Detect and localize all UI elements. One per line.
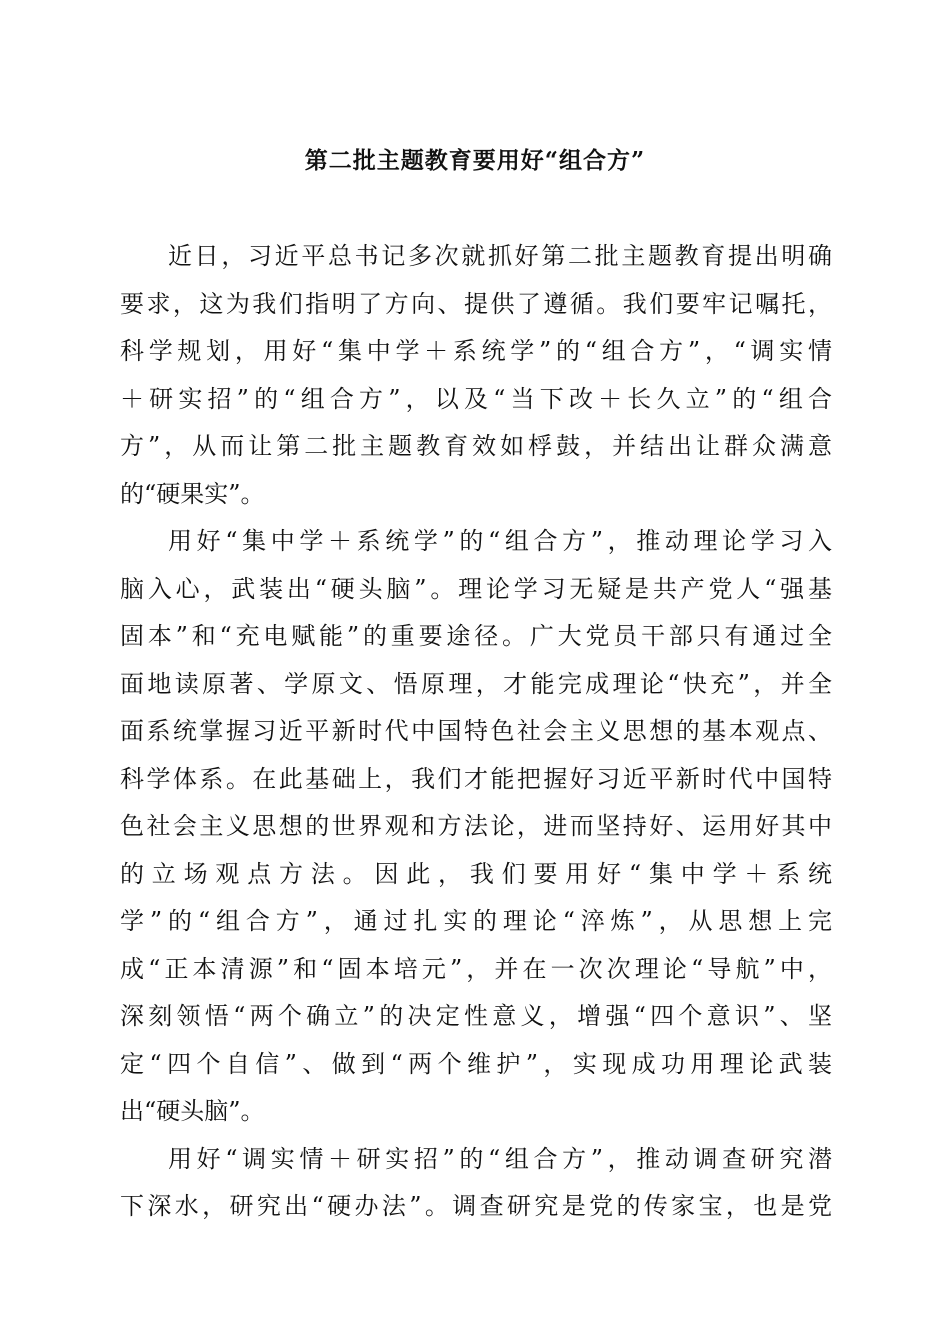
paragraph-2-line-10: 成“正本清源”和“固本培元”，并在一次次理论“导航”中， xyxy=(120,954,832,983)
paragraph-2-line-2: 脑入心，武装出“硬头脑”。理论学习无疑是共产党人“强基 xyxy=(120,574,832,603)
paragraph-2-line-5: 面系统掌握习近平新时代中国特色社会主义思想的基本观点、 xyxy=(120,717,832,745)
paragraph-1-line-6: 的“硬果实”。 xyxy=(120,479,265,508)
paragraph-1-line-5: 方”，从而让第二批主题教育效如桴鼓，并结出让群众满意 xyxy=(120,432,832,460)
paragraph-2-line-11: 深刻领悟“两个确立”的决定性意义，增强“四个意识”、坚 xyxy=(120,1002,832,1030)
paragraph-2-line-9: 学”的“组合方”，通过扎实的理论“淬炼”，从思想上完 xyxy=(120,907,832,935)
paragraph-2-line-7: 色社会主义思想的世界观和方法论，进而坚持好、运用好其中 xyxy=(120,812,832,840)
paragraph-2-line-12: 定“四个自信”、做到“两个维护”，实现成功用理论武装 xyxy=(120,1049,832,1078)
paragraph-2-line-1: 用好“集中学＋系统学”的“组合方”，推动理论学习入 xyxy=(168,527,832,555)
paragraph-2-line-13: 出“硬头脑”。 xyxy=(120,1097,265,1125)
paragraph-1-line-3: 科学规划，用好“集中学＋系统学”的“组合方”，“调实情 xyxy=(120,337,832,365)
paragraph-2-line-4: 面地读原著、学原文、悟原理，才能完成理论“快充”，并全 xyxy=(120,669,832,698)
document-title: 第二批主题教育要用好“组合方” xyxy=(304,147,646,174)
paragraph-2-line-8: 的立场观点方法。因此，我们要用好“集中学＋系统 xyxy=(120,859,832,888)
document-body xyxy=(120,233,832,1231)
paragraph-2-line-6: 科学体系。在此基础上，我们才能把握好习近平新时代中国特 xyxy=(120,764,832,793)
paragraph-2-line-3: 固本”和“充电赋能”的重要途径。广大党员干部只有通过全 xyxy=(120,622,832,650)
paragraph-3-line-2: 下深水，研究出“硬办法”。调查研究是党的传家宝，也是党 xyxy=(120,1192,832,1220)
paragraph-1-line-2: 要求，这为我们指明了方向、提供了遵循。我们要牢记嘱托， xyxy=(120,289,832,318)
paragraph-1-line-4: ＋研实招”的“组合方”，以及“当下改＋长久立”的“组合 xyxy=(120,384,832,413)
paragraph-3-line-1: 用好“调实情＋研实招”的“组合方”，推动调查研究潜 xyxy=(168,1144,832,1173)
paragraph-1-line-1: 近日，习近平总书记多次就抓好第二批主题教育提出明确 xyxy=(168,242,832,270)
